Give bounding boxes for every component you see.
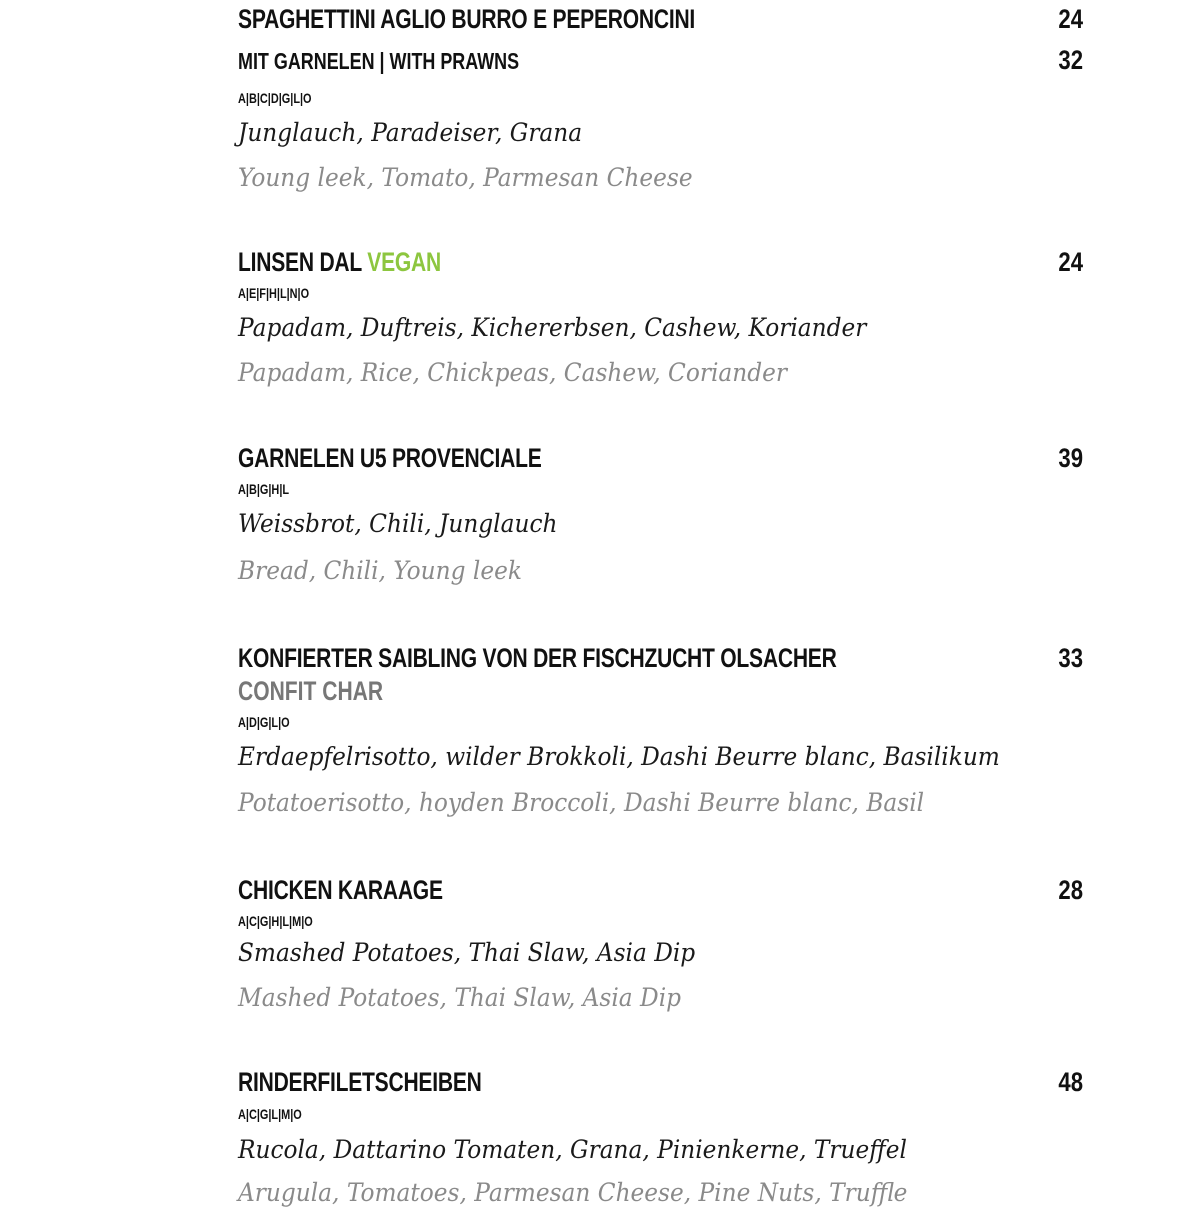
description-english: Young leek, Tomato, Parmesan Cheese xyxy=(238,163,693,192)
dish-title: CHICKEN KARAAGE xyxy=(238,875,443,905)
dish-title xyxy=(238,249,441,276)
description-english: Arugula, Tomatoes, Parmesan Cheese, Pine Nuts, Truffle xyxy=(238,1178,908,1207)
allergen-codes: A|C|G|L|M|O xyxy=(238,1106,302,1122)
allergen-codes: A|B|C|D|G|L|O xyxy=(238,90,312,106)
dish-english-title: CONFIT CHAR xyxy=(238,676,384,706)
description-english: Bread, Chili, Young leek xyxy=(238,556,522,585)
description-german: Papadam, Duftreis, Kichererbsen, Cashew, Koriander xyxy=(238,313,867,342)
allergen-codes: A|E|F|H|L|N|O xyxy=(238,285,310,301)
description-german: Rucola, Dattarino Tomaten, Grana, Pinienkerne, Trueffel xyxy=(238,1135,907,1164)
allergen-codes: A|C|G|H|L|M|O xyxy=(238,913,313,929)
dish-price: 39 xyxy=(1058,443,1083,473)
dish-title: RINDERFILETSCHEIBEN xyxy=(238,1067,482,1097)
dish-price: 28 xyxy=(1058,875,1083,905)
dish-price: 24 xyxy=(1058,4,1083,34)
description-english: Mashed Potatoes, Thai Slaw, Asia Dip xyxy=(238,983,682,1012)
description-german: Weissbrot, Chili, Junglauch xyxy=(238,509,558,538)
description-german: Smashed Potatoes, Thai Slaw, Asia Dip xyxy=(238,938,696,967)
allergen-codes: A|B|G|H|L xyxy=(238,481,290,497)
dish-option-price: 32 xyxy=(1058,45,1083,75)
dish-title: GARNELEN U5 PROVENCIALE xyxy=(238,443,542,473)
dish-title: KONFIERTER SAIBLING VON DER FISCHZUCHT OLSACHER xyxy=(238,643,837,673)
dish-title-text: LINSEN DAL xyxy=(238,247,362,277)
dish-title: SPAGHETTINI AGLIO BURRO E PEPERONCINI xyxy=(238,4,696,34)
dish-price: 33 xyxy=(1058,643,1083,673)
description-english: Papadam, Rice, Chickpeas, Cashew, Coriander xyxy=(238,358,787,387)
description-german: Junglauch, Paradeiser, Grana xyxy=(238,118,583,147)
dish-price: 24 xyxy=(1058,247,1083,277)
vegan-label: VEGAN xyxy=(367,247,441,277)
description-german: Erdaepfelrisotto, wilder Brokkoli, Dashi Beurre blanc, Basilikum xyxy=(238,742,1000,771)
description-english: Potatoerisotto, hoyden Broccoli, Dashi Beurre blanc, Basil xyxy=(238,788,925,817)
dish-option: MIT GARNELEN | WITH PRAWNS xyxy=(238,48,520,74)
allergen-codes: A|D|G|L|O xyxy=(238,714,290,730)
dish-price: 48 xyxy=(1058,1067,1083,1097)
